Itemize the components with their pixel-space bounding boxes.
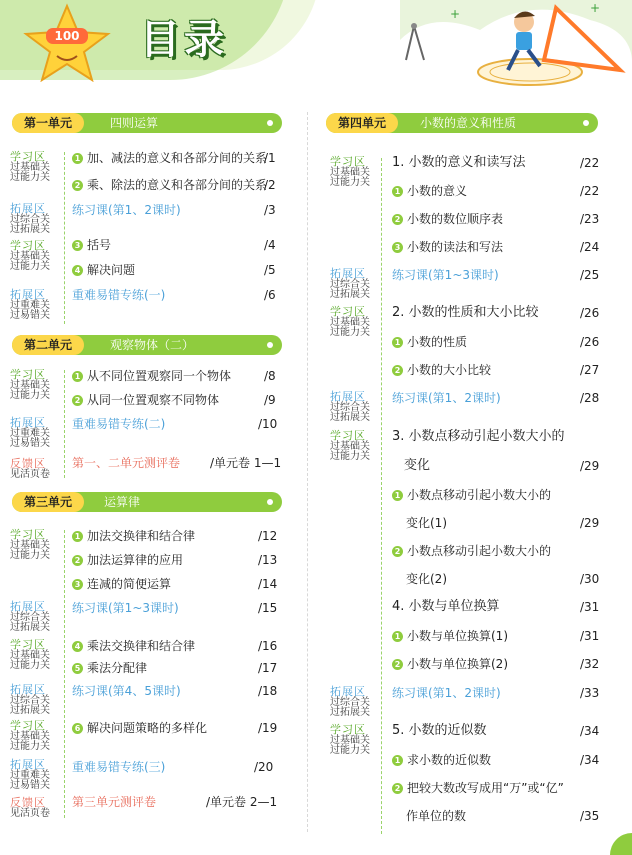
unit-1-label: 第一单元 — [12, 113, 84, 133]
zone-sub: 过基础关 — [330, 317, 370, 328]
toc-entry[interactable] — [72, 529, 195, 543]
entry-title: 求小数的近似数 — [407, 753, 492, 767]
zone-line — [64, 530, 65, 818]
unit-3-header — [12, 492, 282, 512]
page-number: /34 — [580, 724, 600, 738]
zone-sub: 过易错关 — [10, 310, 50, 321]
toc-entry[interactable] — [392, 781, 564, 795]
entry-title: 练习课(第1、2课时) — [72, 203, 181, 217]
page-number: /4 — [264, 238, 276, 252]
zone-title: 反馈区 — [10, 796, 46, 809]
lesson-number: 4 — [72, 641, 83, 652]
page-number: /14 — [258, 577, 278, 591]
entry-title: 练习课(第1、2课时) — [392, 686, 501, 700]
toc-entry[interactable] — [392, 212, 503, 226]
entry-title: 练习课(第4、5课时) — [72, 684, 181, 698]
unit-1-header — [12, 113, 282, 133]
page-number: /23 — [580, 212, 600, 226]
zone-sub: 过能力关 — [10, 660, 50, 671]
lesson-number: 1 — [392, 337, 403, 348]
dot-icon — [267, 120, 273, 126]
page-number: /32 — [580, 657, 600, 671]
page-number: /17 — [258, 661, 278, 675]
page-number: /28 — [580, 391, 600, 405]
lesson-number: 2 — [72, 180, 83, 191]
zone-sub: 过综合关 — [10, 214, 50, 225]
entry-title: 小数点移动引起小数大小的 — [407, 544, 552, 558]
zone-sub: 过重难关 — [10, 300, 50, 311]
zone-expand — [330, 391, 370, 423]
zone-title: 学习区 — [330, 305, 366, 318]
zone-title: 反馈区 — [10, 457, 46, 470]
entry-title: 变化 — [404, 458, 431, 473]
page-number: /24 — [580, 240, 600, 254]
zone-learn — [330, 430, 370, 462]
page-number: /27 — [580, 363, 600, 377]
toc-entry[interactable] — [392, 335, 467, 349]
entry-title: 练习课(第1、2课时) — [392, 391, 501, 405]
page-title: 目录 — [140, 17, 228, 63]
unit-3-name: 运算律 — [104, 495, 141, 509]
zone-sub: 过能力关 — [10, 261, 50, 272]
page-number: /31 — [580, 629, 600, 643]
toc-entry[interactable] — [392, 629, 508, 643]
entry-title: 作单位的数 — [406, 809, 467, 823]
page-number: /1 — [264, 151, 276, 165]
zone-expand — [10, 601, 50, 633]
page-number: /18 — [258, 684, 278, 698]
toc-entry[interactable] — [392, 657, 508, 671]
page-number: /2 — [264, 178, 276, 192]
page-number: /单元卷 2—1 — [206, 795, 278, 809]
entry-title: 小数的数位顺序表 — [407, 212, 504, 226]
zone-sub: 过能力关 — [330, 745, 370, 756]
page-number: /5 — [264, 263, 276, 277]
page-number: /26 — [580, 306, 600, 320]
zone-sub: 过拓展关 — [10, 224, 50, 235]
zone-sub: 过基础关 — [10, 251, 50, 262]
entry-title: 加、减法的意义和各部分间的关系 — [87, 151, 268, 165]
lesson-number: 2 — [392, 546, 403, 557]
entry-title: 从不同位置观察同一个物体 — [87, 369, 232, 383]
entry-title: 3. 小数点移动引起小数大小的 — [392, 429, 565, 444]
header — [0, 0, 632, 100]
zone-sub: 过综合关 — [330, 279, 370, 290]
page-number: /20 — [254, 760, 274, 774]
entry-title: 变化(2) — [406, 572, 447, 586]
unit-2-name: 观察物体（二） — [110, 338, 195, 352]
zone-title: 拓展区 — [10, 416, 46, 429]
toc-entry[interactable] — [392, 488, 551, 502]
entry-title: 小数的性质 — [407, 335, 468, 349]
lesson-number: 2 — [392, 659, 403, 670]
page-number: /29 — [580, 516, 600, 530]
zone-sub: 过基础关 — [10, 731, 50, 742]
entry-title: 加法交换律和结合律 — [87, 529, 196, 543]
entry-title: 加法运算律的应用 — [87, 553, 184, 567]
entry-title: 第一、二单元测评卷 — [72, 456, 181, 470]
zone-sub: 过基础关 — [330, 735, 370, 746]
zone-line — [381, 158, 382, 834]
dot-icon — [267, 499, 273, 505]
page-number: /9 — [264, 393, 276, 407]
toc-entry[interactable] — [72, 639, 195, 653]
page-number: /35 — [580, 809, 600, 823]
page-number: /15 — [258, 601, 278, 615]
zone-sub: 过综合关 — [10, 612, 50, 623]
zone-title: 拓展区 — [10, 758, 46, 771]
zone-sub: 过基础关 — [330, 167, 370, 178]
zone-sub: 过拓展关 — [10, 622, 50, 633]
lesson-number: 5 — [72, 663, 83, 674]
zone-line — [64, 370, 65, 478]
zone-feedback — [10, 797, 50, 819]
zone-expand — [10, 417, 50, 449]
unit-2-label: 第二单元 — [12, 335, 84, 355]
dot-icon — [583, 120, 589, 126]
zone-sub: 过拓展关 — [330, 412, 370, 423]
page-number: /10 — [258, 417, 278, 431]
zone-sub: 过能力关 — [10, 172, 50, 183]
zone-learn — [10, 529, 50, 561]
page-number: /8 — [264, 369, 276, 383]
zone-sub: 过能力关 — [330, 177, 370, 188]
zone-learn — [10, 720, 50, 752]
entry-title: 小数的大小比较 — [407, 363, 492, 377]
zone-title: 学习区 — [10, 368, 46, 381]
zone-expand — [10, 289, 50, 321]
toc-entry[interactable] — [72, 203, 181, 217]
entry-title: 乘法交换律和结合律 — [87, 639, 196, 653]
svg-text:+: + — [450, 7, 461, 21]
zone-feedback — [10, 458, 50, 480]
zone-sub: 过拓展关 — [330, 289, 370, 300]
entry-title: 小数点移动引起小数大小的 — [407, 488, 552, 502]
entry-title: 变化(1) — [406, 516, 447, 530]
unit-4-label: 第四单元 — [326, 113, 398, 133]
toc-entry[interactable] — [392, 753, 491, 767]
entry-title: 乘法分配律 — [87, 661, 148, 675]
entry-title: 重难易错专练(一) — [72, 288, 166, 302]
zone-sub: 过能力关 — [10, 390, 50, 401]
lesson-number: 1 — [72, 531, 83, 542]
toc-entry[interactable] — [72, 577, 171, 591]
toc-entry[interactable] — [392, 240, 503, 254]
lesson-number: 6 — [72, 723, 83, 734]
unit-4-header — [326, 113, 598, 133]
toc-entry[interactable] — [392, 600, 500, 614]
zone-sub: 过综合关 — [10, 695, 50, 706]
zone-learn — [330, 306, 370, 338]
entry-title: 从同一位置观察不同物体 — [87, 393, 220, 407]
entry-title: 5. 小数的近似数 — [392, 723, 487, 738]
zone-sub: 过基础关 — [10, 162, 50, 173]
zone-title: 拓展区 — [330, 267, 366, 280]
lesson-number: 1 — [392, 490, 403, 501]
zone-sub: 过能力关 — [10, 741, 50, 752]
zone-title: 学习区 — [330, 155, 366, 168]
zone-learn — [10, 240, 50, 272]
toc-entry-cont[interactable] — [406, 809, 466, 823]
lesson-number: 1 — [72, 153, 83, 164]
zone-expand — [10, 759, 50, 791]
zone-sub: 过易错关 — [10, 438, 50, 449]
zone-title: 学习区 — [10, 719, 46, 732]
entry-title: 重难易错专练(三) — [72, 760, 166, 774]
lesson-number: 2 — [72, 395, 83, 406]
page-number: /13 — [258, 553, 278, 567]
toc-entry[interactable] — [392, 306, 539, 320]
zone-line — [64, 152, 65, 324]
zone-learn — [330, 724, 370, 756]
page-number: /22 — [580, 156, 600, 170]
page-number: /22 — [580, 184, 600, 198]
lesson-number: 3 — [392, 242, 403, 253]
unit-4-name: 小数的意义和性质 — [420, 116, 517, 130]
page-number: /25 — [580, 268, 600, 282]
mascot-badge: 100 — [54, 29, 80, 43]
lesson-number: 1 — [392, 631, 403, 642]
toc-entry[interactable] — [72, 601, 179, 615]
entry-title: 2. 小数的性质和大小比较 — [392, 305, 539, 320]
zone-title: 学习区 — [10, 528, 46, 541]
corner-decoration — [610, 833, 632, 855]
toc-entry-cont[interactable] — [404, 459, 430, 473]
entry-title: 解决问题策略的多样化 — [87, 721, 208, 735]
zone-title: 拓展区 — [10, 683, 46, 696]
unit-2-header — [12, 335, 282, 355]
entry-title: 把较大数改写成用“万”或“亿” — [407, 781, 564, 795]
zone-sub: 过综合关 — [330, 697, 370, 708]
entry-title: 小数的读法和写法 — [407, 240, 504, 254]
zone-expand — [10, 684, 50, 716]
zone-expand — [10, 203, 50, 235]
entry-title: 连减的简便运算 — [87, 577, 172, 591]
entry-title: 第三单元测评卷 — [72, 795, 157, 809]
lesson-number: 4 — [72, 265, 83, 276]
zone-title: 拓展区 — [10, 288, 46, 301]
star-mascot-icon — [22, 2, 112, 82]
toc-entry[interactable] — [392, 268, 499, 282]
page-number: /26 — [580, 335, 600, 349]
entry-title: 练习课(第1~3课时) — [72, 601, 179, 615]
toc-entry[interactable] — [72, 178, 267, 192]
entry-title: 小数与单位换算(2) — [407, 657, 508, 671]
toc-entry[interactable] — [72, 795, 156, 809]
column-divider — [307, 112, 308, 832]
page-number: /31 — [580, 600, 600, 614]
zone-sub: 过综合关 — [330, 402, 370, 413]
toc-entry[interactable] — [392, 686, 501, 700]
toc-entry[interactable] — [392, 391, 501, 405]
page-number: /6 — [264, 288, 276, 302]
page-number: /16 — [258, 639, 278, 653]
entry-title: 4. 小数与单位换算 — [392, 599, 500, 614]
zone-sub: 过重难关 — [10, 428, 50, 439]
zone-title: 学习区 — [10, 150, 46, 163]
zone-sub: 过拓展关 — [10, 705, 50, 716]
page-number: /19 — [258, 721, 278, 735]
toc-entry[interactable] — [392, 184, 467, 198]
zone-title: 学习区 — [10, 239, 46, 252]
toc-entry[interactable] — [72, 684, 181, 698]
zone-sub: 过基础关 — [330, 441, 370, 452]
zone-learn — [10, 369, 50, 401]
lesson-number: 3 — [72, 579, 83, 590]
unit-1-name: 四则运算 — [110, 116, 159, 130]
zone-sub: 见活页卷 — [10, 469, 50, 480]
lesson-number: 1 — [392, 755, 403, 766]
toc-entry[interactable] — [72, 661, 147, 675]
toc-entry[interactable] — [72, 721, 207, 735]
zone-expand — [330, 268, 370, 300]
lesson-number: 3 — [72, 240, 83, 251]
toc-entry[interactable] — [72, 760, 165, 774]
toc-entry[interactable] — [392, 430, 565, 444]
zone-sub: 过基础关 — [10, 650, 50, 661]
lesson-number: 2 — [392, 365, 403, 376]
zone-sub: 过易错关 — [10, 780, 50, 791]
entry-title: 重难易错专练(二) — [72, 417, 166, 431]
zone-learn — [330, 156, 370, 188]
boy-running-illustration-icon — [390, 0, 632, 95]
zone-learn — [10, 151, 50, 183]
toc-entry[interactable] — [392, 363, 491, 377]
lesson-number: 2 — [392, 783, 403, 794]
zone-sub: 过能力关 — [330, 451, 370, 462]
page-number: /34 — [580, 753, 600, 767]
zone-sub: 过基础关 — [10, 380, 50, 391]
toc-entry[interactable] — [392, 724, 487, 738]
toc-entry[interactable] — [392, 544, 551, 558]
svg-text:+: + — [590, 1, 601, 15]
toc-entry[interactable] — [72, 151, 267, 165]
page-number: /3 — [264, 203, 276, 217]
zone-sub: 过重难关 — [10, 770, 50, 781]
page-number: /33 — [580, 686, 600, 700]
lesson-number: 1 — [392, 186, 403, 197]
toc-entry[interactable] — [72, 238, 111, 252]
page-number: /12 — [258, 529, 278, 543]
entry-title: 小数与单位换算(1) — [407, 629, 508, 643]
zone-sub: 过拓展关 — [330, 707, 370, 718]
entry-title: 练习课(第1~3课时) — [392, 268, 499, 282]
page-number: /29 — [580, 459, 600, 473]
toc-entry[interactable] — [392, 156, 526, 170]
toc-entry[interactable] — [72, 288, 165, 302]
zone-title: 拓展区 — [10, 202, 46, 215]
zone-title: 拓展区 — [330, 685, 366, 698]
toc-entry-cont[interactable] — [406, 516, 447, 530]
page-number: /30 — [580, 572, 600, 586]
zone-sub: 见活页卷 — [10, 808, 50, 819]
entry-title: 解决问题 — [87, 263, 136, 277]
zone-sub: 过能力关 — [10, 550, 50, 561]
entry-title: 乘、除法的意义和各部分间的关系 — [87, 178, 268, 192]
zone-sub: 过能力关 — [330, 327, 370, 338]
entry-title: 括号 — [87, 238, 112, 252]
zone-learn — [10, 639, 50, 671]
toc-entry[interactable] — [72, 369, 231, 383]
zone-title: 学习区 — [10, 638, 46, 651]
dot-icon — [267, 342, 273, 348]
zone-expand — [330, 686, 370, 718]
entry-title: 1. 小数的意义和读写法 — [392, 155, 526, 170]
lesson-number: 2 — [72, 555, 83, 566]
toc-entry-cont[interactable] — [406, 572, 447, 586]
toc-entry[interactable] — [72, 456, 180, 470]
lesson-number: 2 — [392, 214, 403, 225]
toc-entry[interactable] — [72, 553, 183, 567]
unit-3-label: 第三单元 — [12, 492, 84, 512]
entry-title: 小数的意义 — [407, 184, 468, 198]
zone-title: 学习区 — [330, 723, 366, 736]
zone-title: 拓展区 — [10, 600, 46, 613]
toc-entry[interactable] — [72, 263, 135, 277]
page-number: /单元卷 1—1 — [210, 456, 282, 470]
zone-title: 拓展区 — [330, 390, 366, 403]
zone-sub: 过基础关 — [10, 540, 50, 551]
toc-entry[interactable] — [72, 417, 165, 431]
lesson-number: 1 — [72, 371, 83, 382]
zone-title: 学习区 — [330, 429, 366, 442]
toc-entry[interactable] — [72, 393, 219, 407]
